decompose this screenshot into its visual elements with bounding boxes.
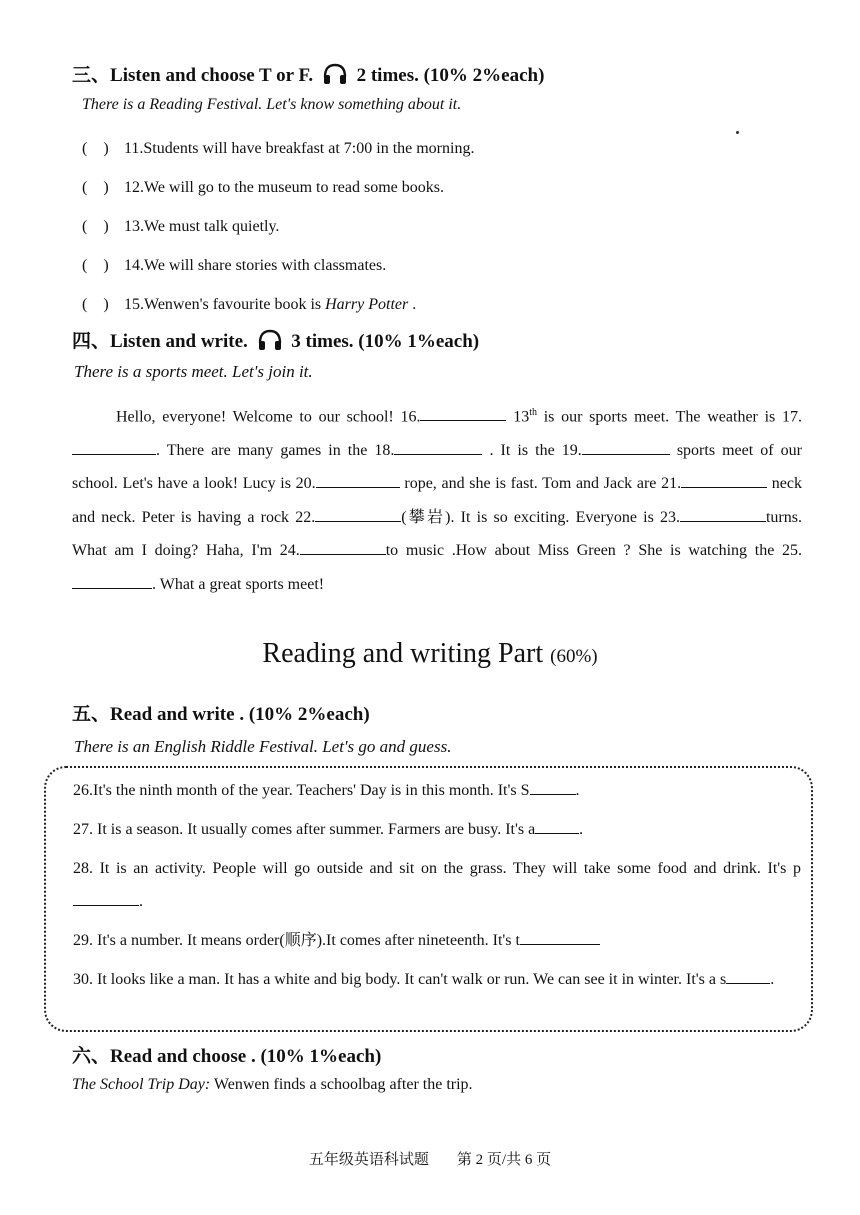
passage-text: turns. What am I doing? Haha, I'm 24. xyxy=(72,508,802,560)
section5-intro: There is an English Riddle Festival. Let's go and guess. xyxy=(74,737,452,756)
section6-intro-text: Wenwen finds a schoolbag after the trip. xyxy=(210,1076,473,1093)
passage-text: . What a great sports meet! xyxy=(152,575,325,593)
page-footer xyxy=(0,1148,860,1169)
answer-paren[interactable]: ( ) xyxy=(82,179,109,196)
tf-item-14 xyxy=(82,252,386,275)
tf-item-11 xyxy=(82,135,474,158)
blank-19[interactable] xyxy=(582,440,670,455)
blank-23[interactable] xyxy=(680,507,766,522)
blank-26[interactable] xyxy=(530,780,576,795)
section3-intro: There is a Reading Festival. Let's know something about it. xyxy=(82,96,462,113)
section5-number: 五、 xyxy=(72,704,111,725)
answer-paren[interactable]: ( ) xyxy=(82,296,109,313)
section6-heading xyxy=(72,1041,381,1068)
blank-25[interactable] xyxy=(72,574,152,589)
passage-text: (攀岩). It is so exciting. Everyone is 23. xyxy=(401,508,680,526)
tf-item-13 xyxy=(82,213,279,236)
section4-number: 四、 xyxy=(72,331,111,352)
blank-17[interactable] xyxy=(72,440,156,455)
riddle-27 xyxy=(73,813,801,846)
headphones-icon xyxy=(257,329,283,351)
blank-18[interactable] xyxy=(394,440,482,455)
riddle-end: . xyxy=(575,782,580,799)
passage-text: to music .How about Miss Green ? She is watching the 25. xyxy=(385,542,803,560)
riddle-text: 27. It is a season. It usually comes after summer. Farmers are busy. It's a xyxy=(73,821,536,838)
question-text: 13.We must talk quietly. xyxy=(124,218,280,235)
blank-27[interactable] xyxy=(535,819,579,834)
riddle-text: 26.It's the ninth month of the year. Teachers' Day is in this month. It's S xyxy=(73,782,530,799)
part-title-text: Reading and writing Part xyxy=(262,638,544,669)
footer-page-number: 第 2 页/共 6 页 xyxy=(456,1152,552,1168)
section4-title: Listen and write. xyxy=(110,331,248,352)
answer-paren[interactable]: ( ) xyxy=(82,257,109,274)
riddle-text: 28. It is an activity. People will go outside and sit on the grass. They will take some food and drink. It's p xyxy=(73,860,801,877)
section3-title: Listen and choose T or F. xyxy=(110,65,314,86)
tf-item-15 xyxy=(82,291,416,314)
blank-24[interactable] xyxy=(300,540,386,555)
riddle-end: . xyxy=(770,971,775,988)
blank-16[interactable] xyxy=(420,406,506,421)
riddle-29 xyxy=(73,924,801,957)
section6-number: 六、 xyxy=(72,1046,111,1067)
passage-text: . There are many games in the 18. xyxy=(156,441,395,459)
section6-intro-label: The School Trip Day: xyxy=(72,1076,211,1093)
part-title xyxy=(0,638,860,670)
riddle-end: . xyxy=(579,821,584,838)
section3-heading xyxy=(72,60,544,87)
question-text: 12.We will go to the museum to read some books. xyxy=(124,179,444,196)
question-text: 15.Wenwen's favourite book is xyxy=(124,296,326,313)
passage-text: Hello, everyone! Welcome to our school! 16. xyxy=(116,408,421,426)
passage-text: 13 xyxy=(506,408,530,426)
section4-times: 3 times. (10% 1%each) xyxy=(291,331,480,352)
blank-21[interactable] xyxy=(681,473,767,488)
section5-heading xyxy=(72,699,370,726)
question-end: . xyxy=(408,296,417,313)
section3-number: 三、 xyxy=(72,65,111,86)
ordinal-suffix: th xyxy=(529,407,537,418)
blank-29[interactable] xyxy=(520,930,600,945)
sports-meet-passage xyxy=(72,396,802,601)
riddle-28 xyxy=(73,852,801,918)
passage-text: . It is the 19. xyxy=(482,441,582,459)
passage-text: sports meet of our school. Let's have a look! Lucy is 20. xyxy=(72,441,802,493)
answer-paren[interactable]: ( ) xyxy=(82,218,109,235)
passage-text: neck and neck. Peter is having a rock 22. xyxy=(72,475,803,526)
question-text: 11.Students will have breakfast at 7:00 in the morning. xyxy=(124,140,475,157)
section5-title: Read and write . (10% 2%each) xyxy=(110,704,370,725)
riddle-26 xyxy=(73,774,801,807)
answer-paren[interactable]: ( ) xyxy=(82,140,109,157)
footer-subject: 五年级英语科试题 xyxy=(308,1152,429,1168)
riddle-text: 29. It's a number. It means order(顺序).It comes after nineteenth. It's t xyxy=(73,932,520,949)
riddle-end: . xyxy=(139,893,143,910)
book-title: Harry Potter xyxy=(325,296,409,313)
passage-text: is our sports meet. The weather is 17. xyxy=(536,408,803,426)
blank-28[interactable] xyxy=(73,891,139,906)
headphones-icon xyxy=(322,63,348,85)
question-text: 14.We will share stories with classmates. xyxy=(124,257,387,274)
section4-heading xyxy=(72,326,479,353)
passage-text: rope, and she is fast. Tom and Jack are 21. xyxy=(399,475,682,493)
scan-speck xyxy=(736,131,739,134)
riddle-text: 30. It looks like a man. It has a white and big body. It can't walk or run. We can see it in winter. It's a s xyxy=(73,971,727,988)
part-percentage: (60%) xyxy=(550,646,598,667)
section4-intro: There is a sports meet. Let's join it. xyxy=(74,362,313,381)
section6-title: Read and choose . (10% 1%each) xyxy=(110,1046,382,1067)
blank-30[interactable] xyxy=(726,969,770,984)
blank-22[interactable] xyxy=(315,507,401,522)
blank-20[interactable] xyxy=(316,473,400,488)
riddle-30 xyxy=(73,963,801,996)
section3-times: 2 times. (10% 2%each) xyxy=(356,65,545,86)
tf-item-12 xyxy=(82,174,444,197)
section6-intro xyxy=(72,1076,473,1094)
